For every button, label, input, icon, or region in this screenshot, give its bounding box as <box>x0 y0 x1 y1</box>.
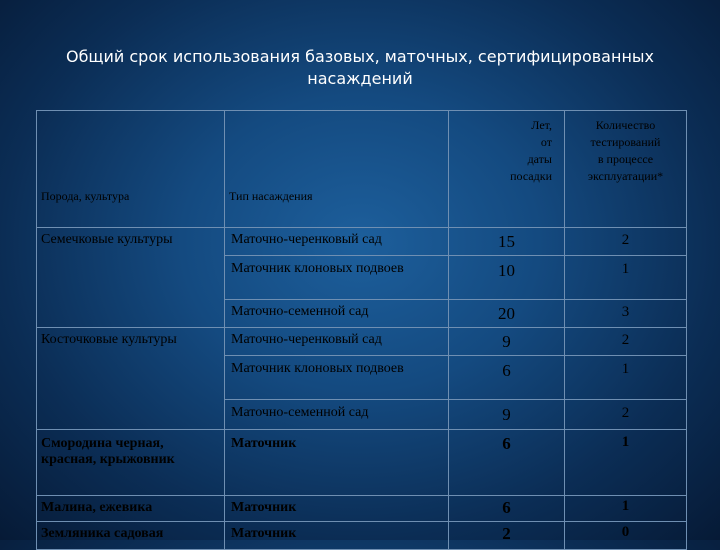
header-years-line: Лет, <box>531 118 552 132</box>
crop-cell: Семечковые культуры <box>37 228 225 328</box>
planting-type-cell: Маточник <box>225 496 449 522</box>
table-header-row <box>37 111 687 228</box>
tests-cell: 1 <box>565 430 687 496</box>
years-cell: 6 <box>449 430 565 496</box>
table-row <box>37 328 687 356</box>
header-planting-type: Тип насаждения <box>225 111 449 228</box>
tests-cell: 2 <box>565 400 687 430</box>
header-tests-line: эксплуатации* <box>587 169 664 183</box>
tests-cell: 2 <box>565 328 687 356</box>
planting-type-cell: Маточник <box>225 430 449 496</box>
tests-cell: 1 <box>565 356 687 400</box>
tests-cell: 3 <box>565 300 687 328</box>
tests-cell: 1 <box>565 496 687 522</box>
years-cell: 20 <box>449 300 565 328</box>
planting-type-cell: Маточно-семенной сад <box>225 300 449 328</box>
planting-type-cell: Маточно-черенковый сад <box>225 228 449 256</box>
slide-title: Общий срок использования базовых, маточных, сертифицированных насаждений <box>65 47 655 88</box>
years-cell: 2 <box>449 522 565 550</box>
table-row <box>37 522 687 550</box>
years-cell: 9 <box>449 328 565 356</box>
planting-type-cell: Маточно-семенной сад <box>225 400 449 430</box>
years-cell: 10 <box>449 256 565 300</box>
years-cell: 9 <box>449 400 565 430</box>
header-tests-line: Количество <box>595 118 656 132</box>
header-years-line: от <box>540 135 552 149</box>
planting-type-cell: Маточно-черенковый сад <box>225 328 449 356</box>
table-row <box>37 496 687 522</box>
years-cell: 6 <box>449 356 565 400</box>
header-years-line: посадки <box>510 169 552 183</box>
header-years <box>449 111 565 228</box>
header-crop: Порода, культура <box>37 111 225 228</box>
tests-cell: 1 <box>565 256 687 300</box>
crop-cell: Земляника садовая <box>37 522 225 550</box>
table-row <box>37 228 687 256</box>
crop-cell: Малина, ежевика <box>37 496 225 522</box>
planting-type-cell: Маточник клоновых подвоев <box>225 256 449 300</box>
usage-table <box>36 110 687 550</box>
header-tests-line: в процессе <box>597 152 654 166</box>
years-cell: 6 <box>449 496 565 522</box>
header-years-line: даты <box>527 152 552 166</box>
crop-cell: Смородина черная, красная, крыжовник <box>37 430 225 496</box>
planting-type-cell: Маточник клоновых подвоев <box>225 356 449 400</box>
header-tests-line: тестирований <box>590 135 661 149</box>
header-tests <box>565 111 687 228</box>
planting-type-cell: Маточник <box>225 522 449 550</box>
tests-cell: 2 <box>565 228 687 256</box>
years-cell: 15 <box>449 228 565 256</box>
table-row <box>37 430 687 496</box>
crop-cell: Косточковые культуры <box>37 328 225 430</box>
tests-cell: 0 <box>565 522 687 550</box>
